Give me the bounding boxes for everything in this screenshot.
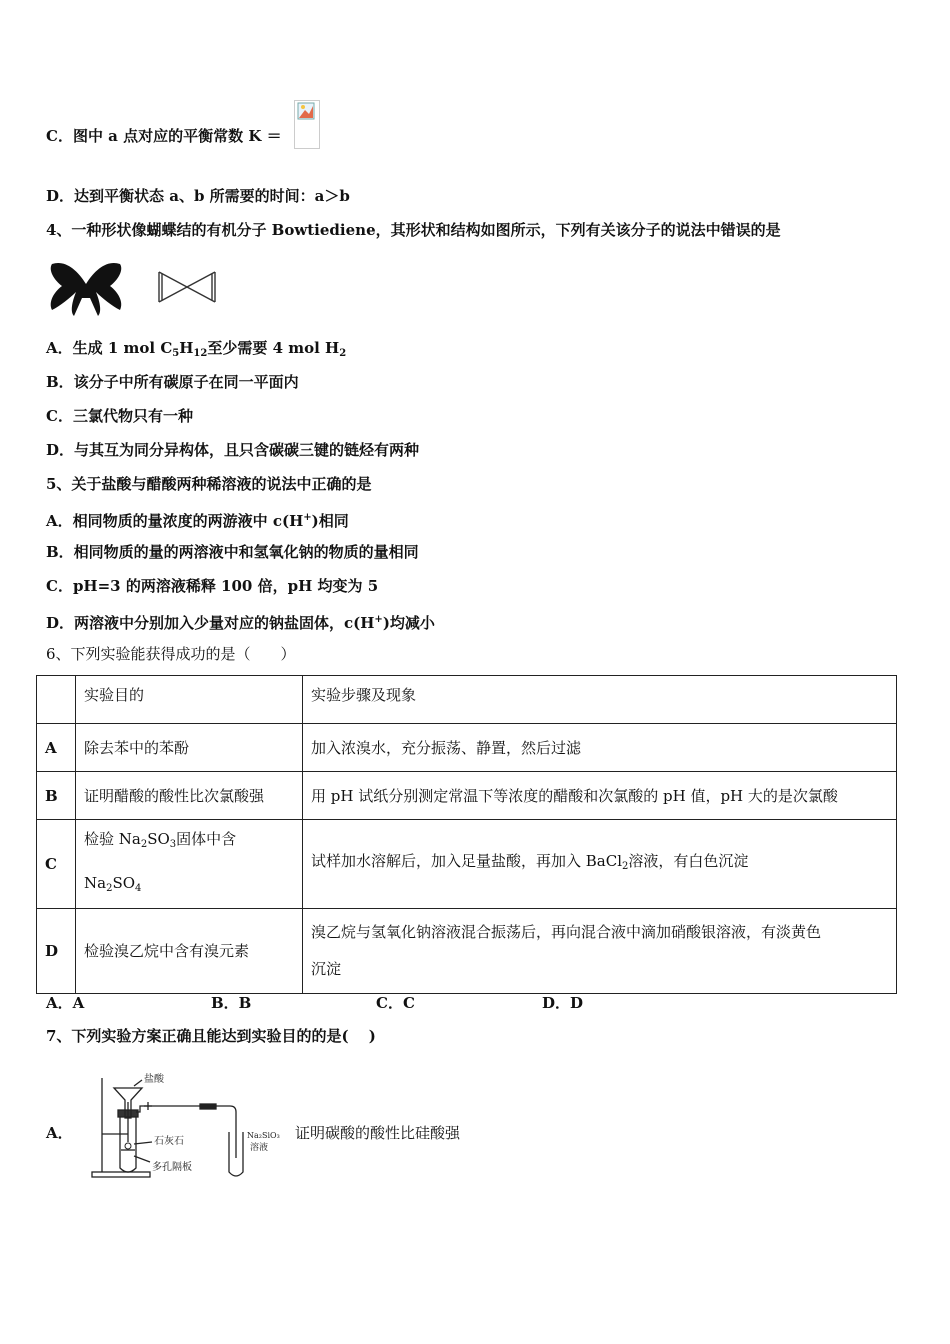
q4-option-b: B．该分子中所有碳原子在同一平面内 xyxy=(46,373,299,391)
row-label: B xyxy=(37,772,76,820)
text: 固体中含 xyxy=(176,830,237,848)
row-purpose: 证明醋酸的酸性比次氯酸强 xyxy=(76,772,303,820)
q4-option-a xyxy=(46,338,346,364)
q5-option-c: C．pH=3 的两溶液稀释 100 倍，pH 均变为 5 xyxy=(46,577,379,595)
table-row xyxy=(37,820,897,909)
row-label: D xyxy=(37,909,76,994)
label-na2sio3: Na₂SiO₃ xyxy=(247,1131,280,1140)
label-limestone: 石灰石 xyxy=(154,1136,184,1147)
q3-option-c-text: C．图中 a 点对应的平衡常数 K ＝ xyxy=(46,127,282,145)
q4-stem: 4、一种形状像蝴蝶结的有机分子 Bowtiediene，其形状和结构如图所示，下列有关该分子的说法中错误的是 xyxy=(46,221,781,239)
q7-option-a-label: A． xyxy=(46,1124,73,1142)
subscript: 2 xyxy=(106,883,113,894)
q5-option-d-text: D．两溶液中分别加入少量对应的钠盐固体，c(H xyxy=(46,614,375,632)
experiment-table xyxy=(36,675,897,994)
subscript: 12 xyxy=(193,348,208,359)
subscript: 3 xyxy=(169,839,177,850)
text: 试样加水溶解后，加入足量盐酸，再加入 BaCl xyxy=(311,852,623,870)
row-steps xyxy=(303,820,897,909)
q5-option-d xyxy=(46,610,435,633)
row-purpose-line xyxy=(84,864,294,908)
q6-option-b: B．B xyxy=(211,994,252,1012)
table-row xyxy=(37,909,897,994)
row-purpose xyxy=(76,820,303,909)
text: SO xyxy=(112,874,136,892)
broken-image-icon xyxy=(294,100,320,149)
row-steps-line: 沉淀 xyxy=(311,960,342,978)
text: 溶液，有白色沉淀 xyxy=(628,852,749,870)
q4-option-a-text: H xyxy=(179,339,194,357)
row-purpose-line xyxy=(84,820,294,864)
label-porous-plate: 多孔隔板 xyxy=(152,1162,192,1173)
q6-option-a: A．A xyxy=(46,994,85,1012)
row-steps-line: 溴乙烷与氢氧化钠溶液混合振荡后，再向混合液中滴加硝酸银溶液，有淡黄色 xyxy=(311,923,822,941)
label-hcl: 盐酸 xyxy=(144,1074,164,1085)
row-label: C xyxy=(37,820,76,909)
q5-option-a-text: )相同 xyxy=(311,512,349,530)
q4-option-d: D．与其互为同分异构体，且只含碳碳三键的链烃有两种 xyxy=(46,441,420,459)
row-steps xyxy=(303,909,897,994)
q7-option-a-text: 证明碳酸的酸性比硅酸强 xyxy=(295,1124,461,1142)
row-purpose: 除去苯中的苯酚 xyxy=(76,724,303,772)
subscript: 5 xyxy=(172,348,180,359)
row-label: A xyxy=(37,724,76,772)
table-header-cell xyxy=(37,676,76,724)
label-solution: 溶液 xyxy=(250,1143,269,1153)
q4-option-a-text: A．生成 1 mol C xyxy=(46,339,173,357)
text: 检验 Na xyxy=(84,830,141,848)
q3-option-d: D．达到平衡状态 a、b 所需要的时间：a＞b xyxy=(46,187,350,205)
bowtiediene-structure-image xyxy=(156,268,218,308)
q5-option-d-text: )均减小 xyxy=(382,614,435,632)
subscript: 2 xyxy=(140,839,148,850)
q5-option-a xyxy=(46,508,349,531)
text: Na xyxy=(84,874,107,892)
q5-option-a-text: A．相同物质的量浓度的两游液中 c(H xyxy=(46,512,304,530)
superscript: + xyxy=(303,512,312,523)
table-header-row xyxy=(37,676,897,724)
q4-option-a-text: 至少需要 4 mol H xyxy=(207,339,340,357)
table-row xyxy=(37,724,897,772)
q7-stem: 7、下列实验方案正确且能达到实验目的的是( ) xyxy=(46,1027,376,1045)
row-steps: 加入浓溴水，充分振荡、静置，然后过滤 xyxy=(303,724,897,772)
q5-option-b: B．相同物质的量的两溶液中和氢氧化钠的物质的量相同 xyxy=(46,543,419,561)
q6-option-d: D．D xyxy=(542,994,584,1012)
subscript: 2 xyxy=(622,861,629,872)
table-header-cell: 实验步骤及现象 xyxy=(303,676,897,724)
row-purpose: 检验溴乙烷中含有溴元素 xyxy=(76,909,303,994)
subscript: 4 xyxy=(135,883,142,894)
q6-stem: 6、下列实验能获得成功的是（ ） xyxy=(46,645,296,663)
table-row xyxy=(37,772,897,820)
q6-option-c: C．C xyxy=(376,994,415,1012)
superscript: + xyxy=(374,614,383,625)
apparatus-diagram xyxy=(90,1072,295,1182)
text: SO xyxy=(147,830,170,848)
bowtie-silhouette-image xyxy=(46,258,126,318)
row-steps: 用 pH 试纸分别测定常温下等浓度的醋酸和次氯酸的 pH 值，pH 大的是次氯酸 xyxy=(303,772,897,820)
subscript: 2 xyxy=(339,348,347,359)
q4-option-c: C．三氯代物只有一种 xyxy=(46,407,193,425)
q5-stem: 5、关于盐酸与醋酸两种稀溶液的说法中正确的是 xyxy=(46,475,372,493)
q3-option-c xyxy=(46,126,282,146)
table-header-cell: 实验目的 xyxy=(76,676,303,724)
